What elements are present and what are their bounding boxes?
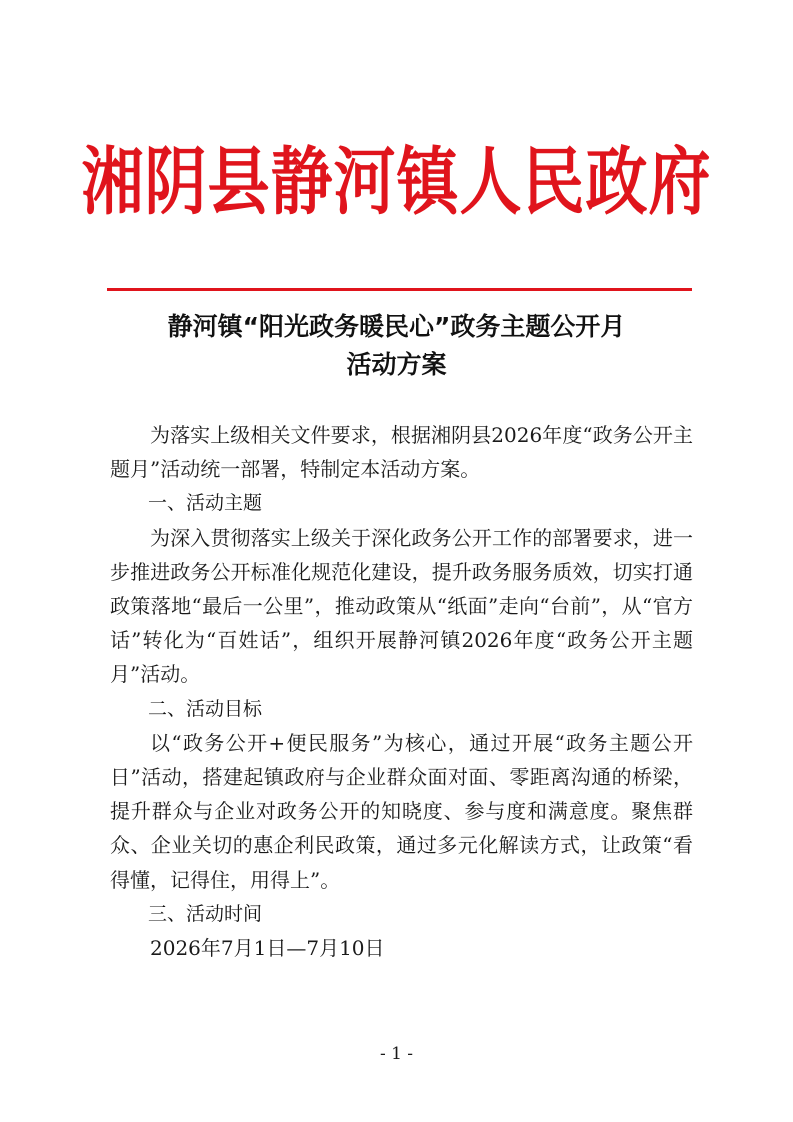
section-body-goals: 以“政务公开+便民服务”为核心，通过开展“政务主题公开日”活动，搭建起镇政府与企业群众面对面、零距离沟通的桥梁，提升群众与企业对政务公开的知晓度、参与度和满意度。聚焦群众、企业关切的惠企利民政策，通过多元化解读方式，让政策“看得懂，记得住，用得上”。	[110, 730, 693, 892]
document-title	[80, 308, 713, 384]
red-divider-line	[107, 288, 692, 291]
document-title-line-1: 静河镇“阳光政务暖民心”政务主题公开月	[167, 312, 626, 341]
page-number: - 1 -	[379, 1044, 414, 1064]
section-body-time: 2026年7月1日—7月10日	[150, 936, 385, 961]
issuing-authority-header: 湘阴县静河镇人民政府	[81, 138, 712, 225]
section-body-theme: 为深入贯彻落实上级关于深化政务公开工作的部署要求，进一步推进政务公开标准化规范化建设，提升政务服务质效，切实打通政策落地“最后一公里”，推动政策从“纸面”走向“台前”，从“官方话”转化为“百姓话”，组织开展静河镇2026年度“政务公开主题月”活动。	[110, 525, 693, 687]
section-heading-time: 三、活动时间	[148, 902, 263, 925]
intro-paragraph: 为落实上级相关文件要求，根据湘阴县2026年度“政务公开主题月”活动统一部署，特制定本活动方案。	[110, 423, 693, 482]
section-heading-goals: 二、活动目标	[148, 697, 263, 720]
document-title-line-2: 活动方案	[346, 350, 447, 379]
document-body	[110, 418, 693, 965]
section-heading-theme: 一、活动主题	[148, 492, 263, 515]
